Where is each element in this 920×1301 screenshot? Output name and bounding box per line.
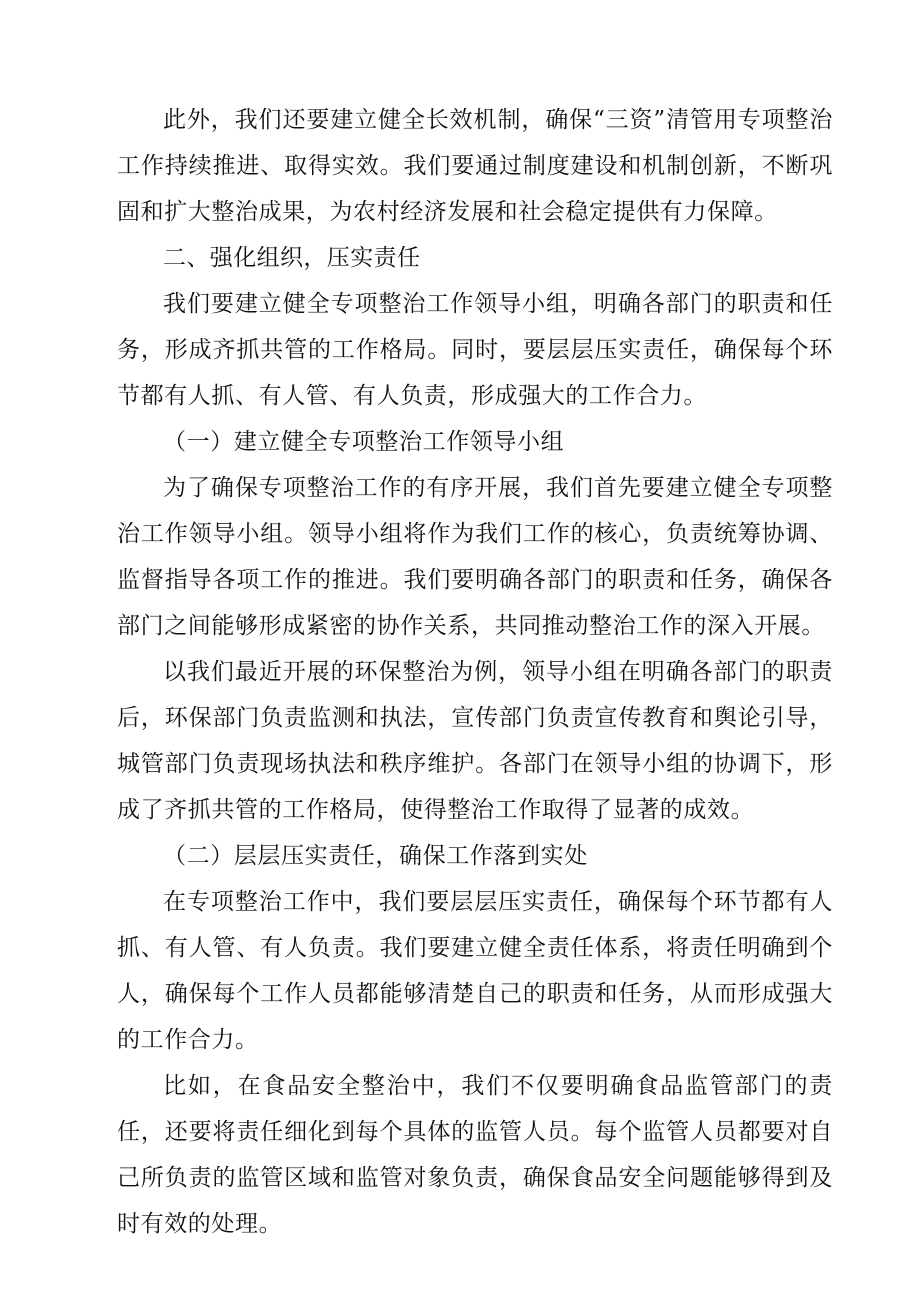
paragraph-environmental-example: 以我们最近开展的环保整治为例，领导小组在明确各部门的职责后，环保部门负责监测和执法，宣传部门负责宣传教育和舆论引导，城管部门负责现场执法和秩序维护。各部门在领导小组的协调下，形成了齐抓共管的工作格局，使得整治工作取得了显著的成效。 [117,659,833,823]
paragraph-responsibility-system: 在专项整治工作中，我们要层层压实责任，确保每个环节都有人抓、有人管、有人负责。我们要建立健全责任体系，将责任明确到个人，确保每个工作人员都能够清楚自己的职责和任务，从而形成强大的工作合力。 [117,889,833,1053]
paragraph-leadership-group-role: 为了确保专项整治工作的有序开展，我们首先要建立健全专项整治工作领导小组。领导小组将作为我们工作的核心，负责统筹协调、监督指导各项工作的推进。我们要明确各部门的职责和任务，确保各部门之间能够形成紧密的协作关系，共同推动整治工作的深入开展。 [117,475,833,639]
paragraph-leadership-group-intro: 我们要建立健全专项整治工作领导小组，明确各部门的职责和任务，形成齐抓共管的工作格局。同时，要层层压实责任，确保每个环节都有人抓、有人管、有人负责，形成强大的工作合力。 [117,291,833,409]
section-heading-strengthen-organization: 二、强化组织，压实责任 [163,245,421,271]
paragraph-long-term-mechanism: 此外，我们还要建立健全长效机制，确保“三资”清管用专项整治工作持续推进、取得实效。我们要通过制度建设和机制创新，不断巩固和扩大整治成果，为农村经济发展和社会稳定提供有力保障。 [117,107,833,225]
document-body [117,97,833,1247]
paragraph-food-safety-example: 比如，在食品安全整治中，我们不仅要明确食品监管部门的责任，还要将责任细化到每个具体的监管人员。每个监管人员都要对自己所负责的监管区域和监管对象负责，确保食品安全问题能够得到及时有效的处理。 [117,1073,833,1237]
subheading-establish-leadership-group: （一）建立健全专项整治工作领导小组 [163,429,565,455]
subheading-implement-responsibility: （二）层层压实责任，确保工作落到实处 [163,843,588,869]
